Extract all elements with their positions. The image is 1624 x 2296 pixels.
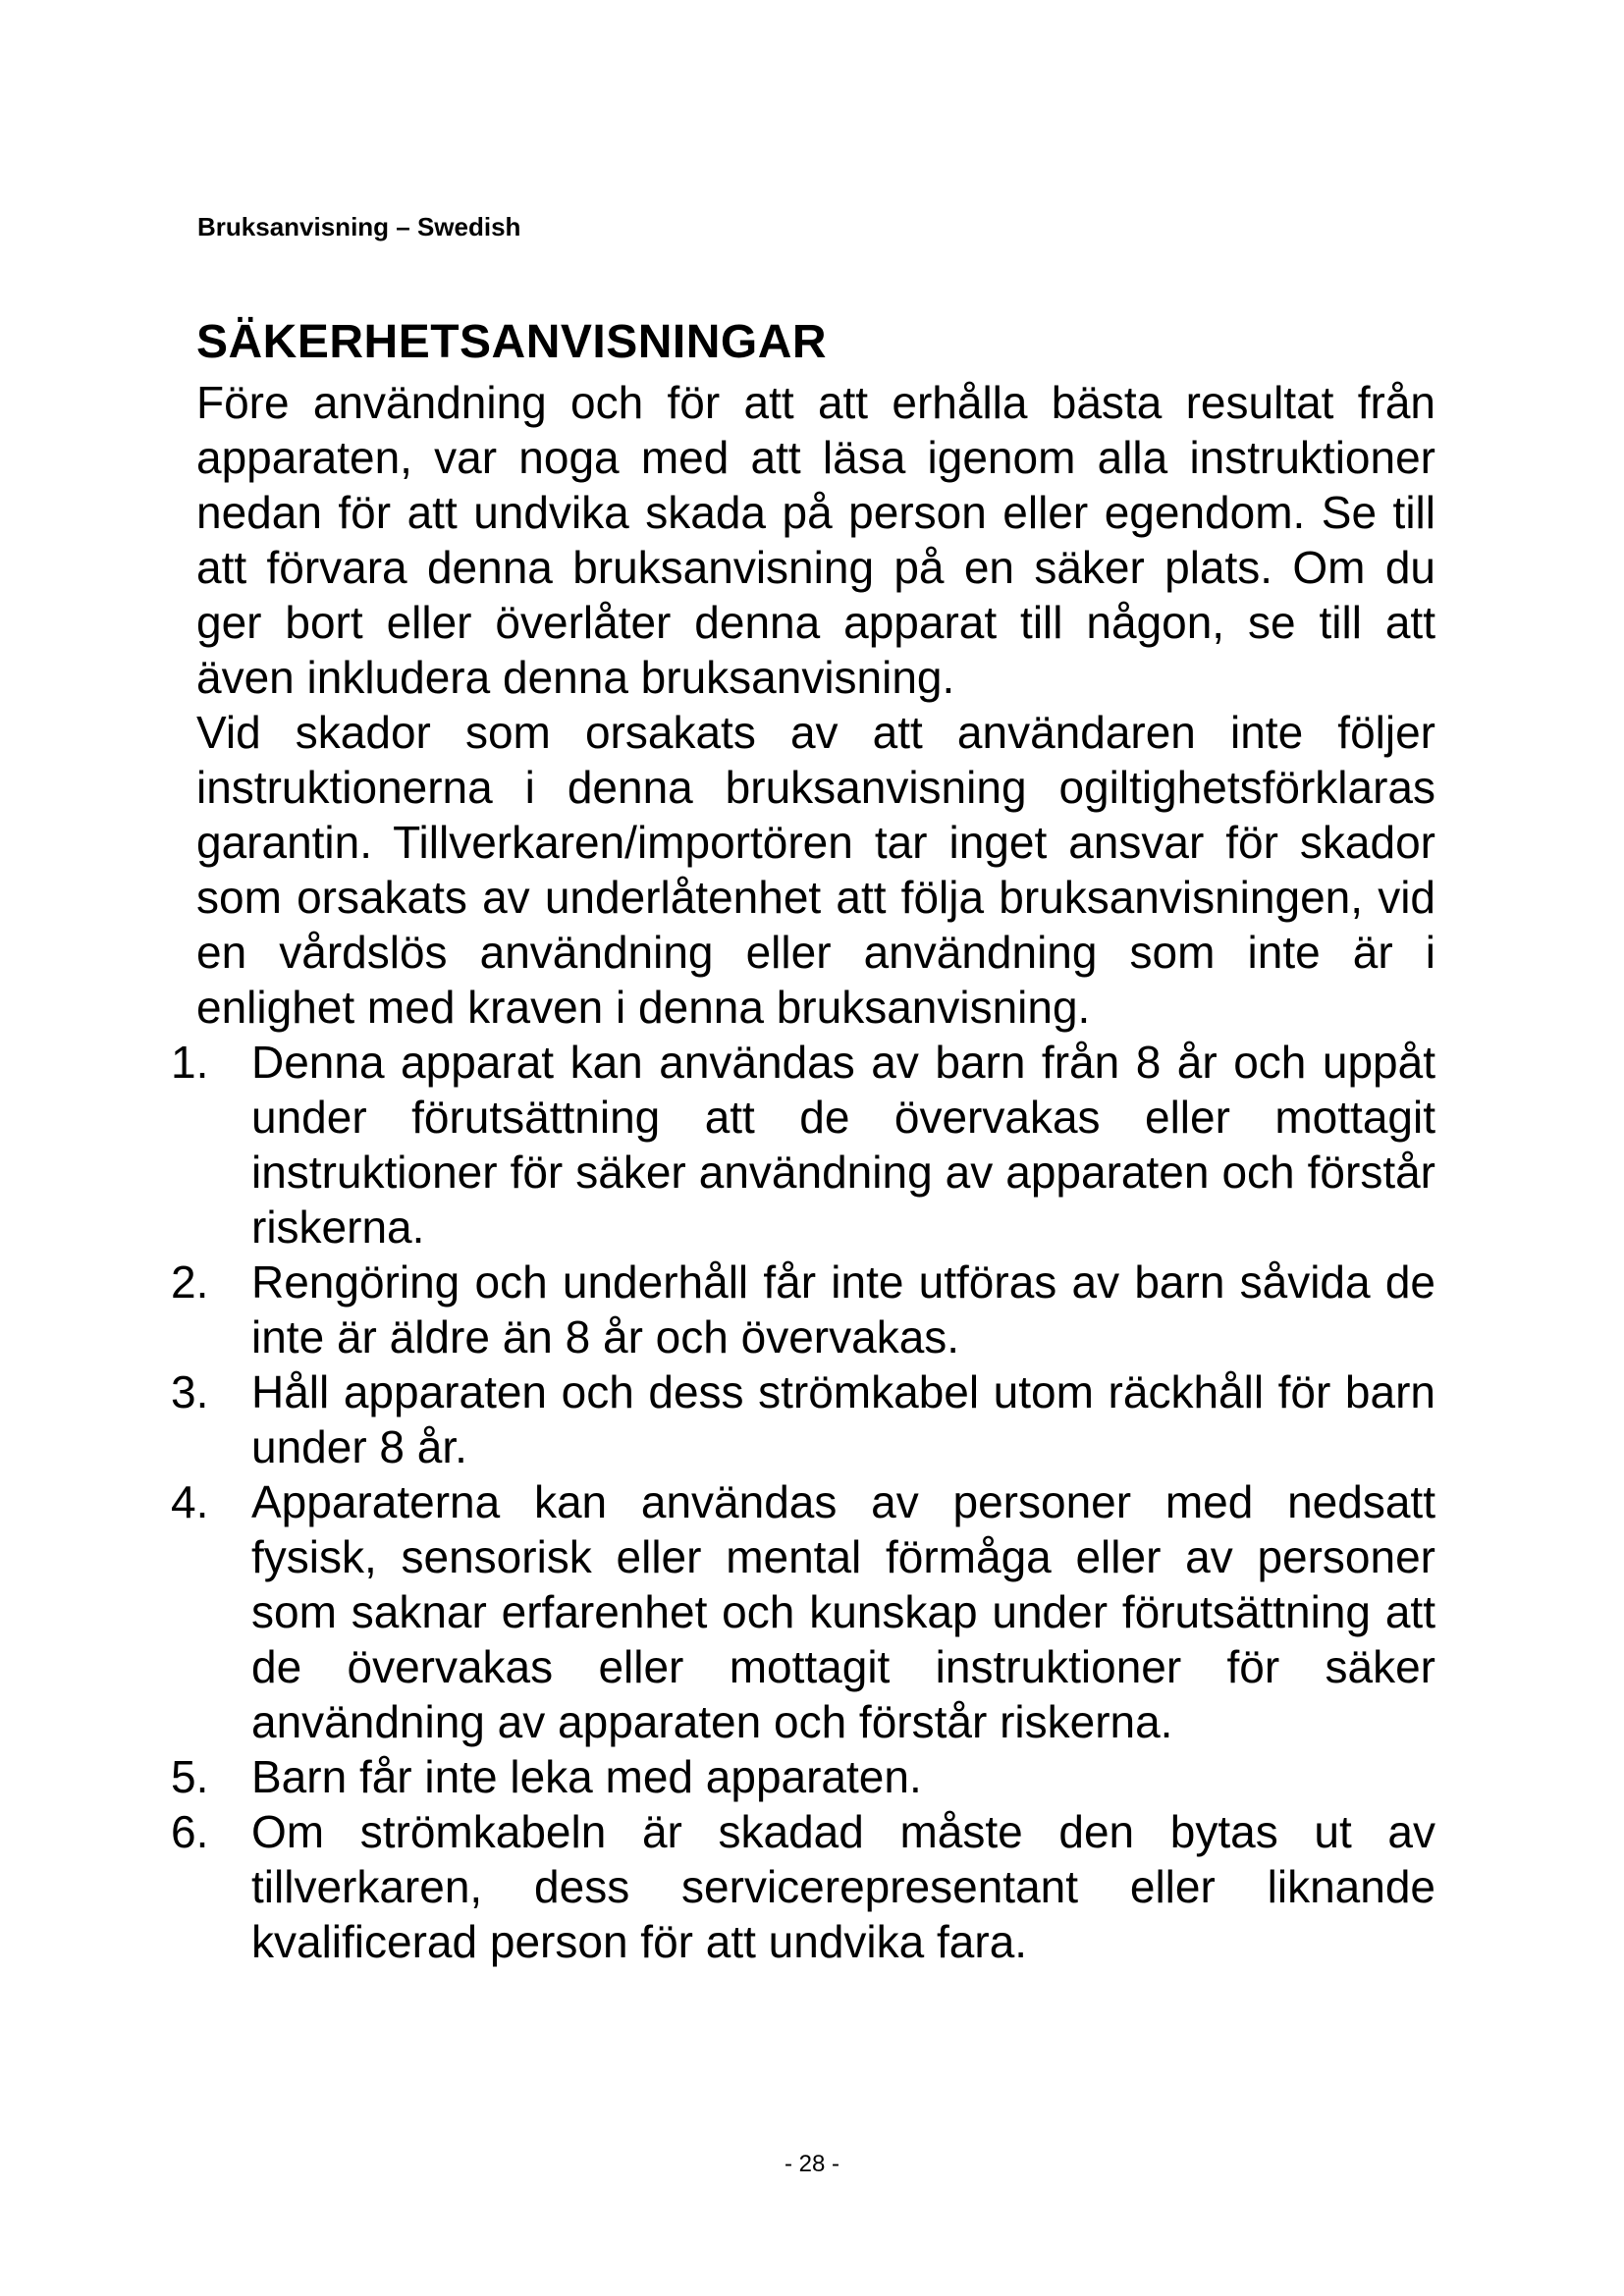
list-item-number: 2. xyxy=(171,1256,209,1308)
list-item xyxy=(171,1749,1435,1804)
list-item-text: Barn får inte leka med apparaten. xyxy=(251,1751,922,1802)
list-item-text: Apparaterna kan användas av personer med nedsatt fysisk, sensorisk eller mental förmåga eller av personer som saknar erfarenhet och kunskap under förutsättning att de övervakas eller mottagit instruktioner för säker användning av apparaten och förstår riskerna. xyxy=(251,1476,1435,1747)
list-item-number: 5. xyxy=(171,1751,209,1802)
list-item-text: Om strömkabeln är skadad måste den bytas ut av tillverkaren, dess servicerepresentant eller liknande kvalificerad person för att undvika fara. xyxy=(251,1806,1435,1967)
list-item-text: Håll apparaten och dess strömkabel utom räckhåll för barn under 8 år. xyxy=(251,1366,1435,1472)
list-item-number: 4. xyxy=(171,1476,209,1527)
safety-list xyxy=(171,1035,1435,1969)
list-item-number: 6. xyxy=(171,1806,209,1857)
list-item xyxy=(171,1804,1435,1969)
section-heading: SÄKERHETSANVISNINGAR xyxy=(196,316,828,368)
list-item-number: 1. xyxy=(171,1037,209,1088)
list-item-text: Rengöring och underhåll får inte utföras av barn såvida de inte är äldre än 8 år och övervakas. xyxy=(251,1256,1435,1362)
list-item xyxy=(171,1035,1435,1255)
intro-paragraph: Före användning och för att att erhålla bästa resultat från apparaten, var noga med att läsa igenom alla instruktioner nedan för att undvika skada på person eller egendom. Se till att förvara denna bruksanvisning på en säker plats. Om du ger bort eller överlåter denna apparat till någon, se till att även inkludera denna bruksanvisning. xyxy=(196,377,1435,703)
list-item xyxy=(171,1474,1435,1749)
list-item xyxy=(171,1255,1435,1364)
warranty-paragraph: Vid skador som orsakats av att användaren inte följer instruktionerna i denna bruksanvisning ogiltighetsförklaras garantin. Tillverkaren/importören tar inget ansvar för skador som orsakats av underlåtenhet att följa bruksanvisningen, vid en vårdslös användning eller användning som inte är i enlighet med kraven i denna bruksanvisning. xyxy=(196,707,1435,1033)
list-item xyxy=(171,1364,1435,1474)
page-number: - 28 - xyxy=(784,2151,839,2177)
safety-section xyxy=(171,312,1435,1969)
list-item-number: 3. xyxy=(171,1366,209,1417)
running-header: Bruksanvisning – Swedish xyxy=(197,212,521,241)
list-item-text: Denna apparat kan användas av barn från 8 år och uppåt under förutsättning att de övervakas eller mottagit instruktioner för säker användning av apparaten och förstår riskerna. xyxy=(251,1037,1435,1253)
